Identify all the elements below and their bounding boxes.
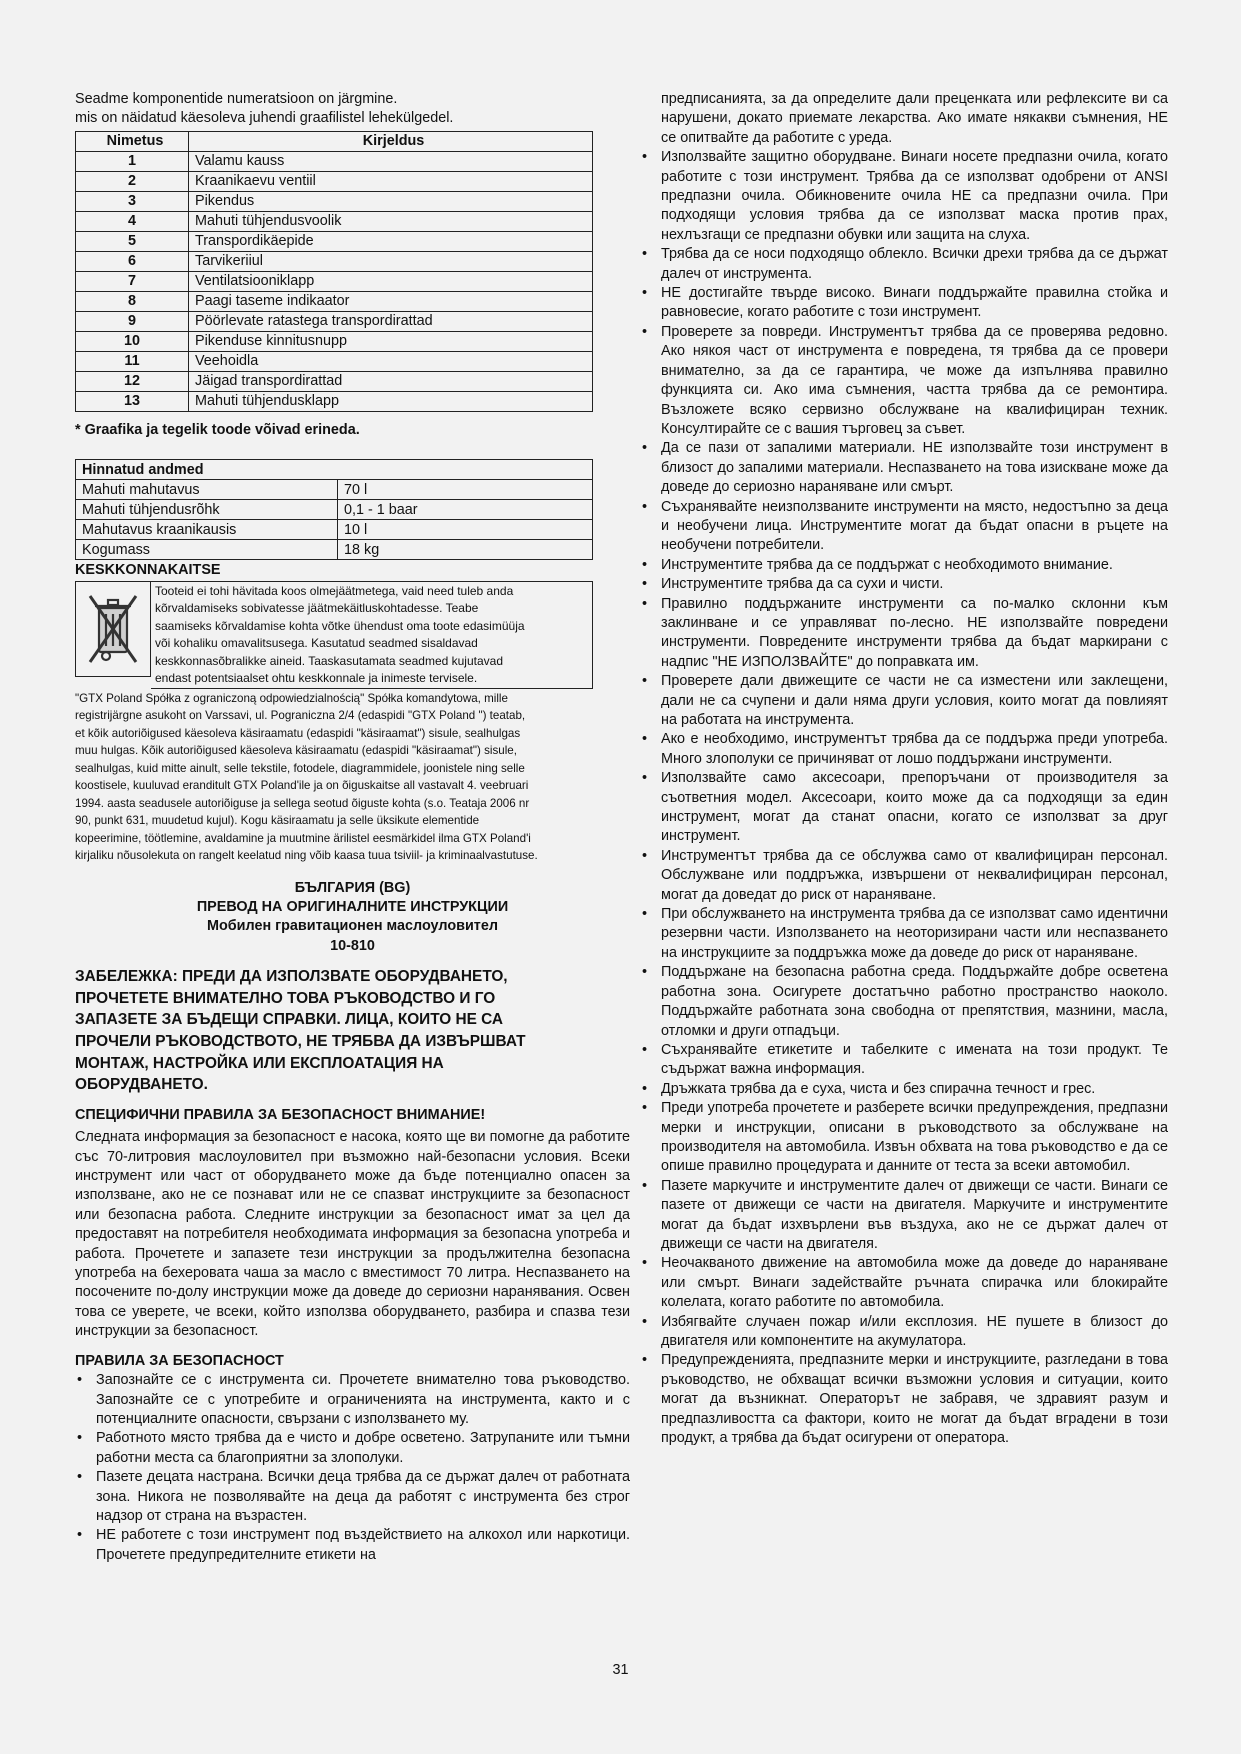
rated-data-label: Mahutavus kraanikausis	[76, 520, 338, 540]
safety-rule-item: • Работното място трябва да е чисто и добре осветено. Затрупаните или тъмни работни места са благоприятни за злополуки.	[75, 1429, 630, 1468]
right-intro: предписанията, за да определите дали преценката или рефлексите ви са нарушени, докато приемате лекарства. Ако имате някакви съмнения, НЕ се опитвайте да работите с уреда.	[661, 91, 1168, 146]
graphics-note: * Graafika ja tegelik toode võivad erineda.	[75, 421, 360, 438]
safety-rules-title: ПРАВИЛА ЗА БЕЗОПАСНОСТ	[75, 1352, 284, 1369]
parts-table-row	[76, 311, 593, 331]
parts-table-row	[76, 391, 593, 411]
safety-rule-item: • Запознайте се с инструмента си. Прочетете внимателно това ръководство. Запознайте се с употребите и ограниченията на инструмента, както и с потенциалните опасности, свързани с използването му.	[75, 1371, 630, 1429]
part-description: Mahuti tühjendusvoolik	[189, 211, 593, 231]
rated-data-value: 18 kg	[338, 540, 593, 560]
environment-box	[75, 581, 593, 689]
part-description: Ventilatsiooniklapp	[189, 271, 593, 291]
parts-table-row	[76, 231, 593, 251]
bg-product-name: Мобилен гравитационен маслоуловител	[206, 918, 499, 935]
specific-rules-text: Следната информация за безопасност е насока, която ще ви помогне да работите със 70-литровия маслоуловител при възможно най-безопасни условия. Всеки инструмент или част от оборудването може да бъде потенциално опасен за използване, ако не се познават или не се спазват инструкциите за безопасност или безопасна работа. Следните инструкции за безопасност имат за цел да предоставят на потребителя необходимата информация за безопасна употреба и работа. Прочетете и запазете тези инструкции за продължителна безопасна употреба на бехеровата чаша за масло с вместимост 70 литра. Неспазването на посочените по-долу инструкции може да доведе до сериозни наранявания. Освен това се уверете, че всеки, който използва оборудването, разбира и спазва тези инструкции за безопасност.	[75, 1129, 630, 1340]
copyright-line: 1994. aasta seadusele autoriõiguse ja sellega seotud õiguste kohta (s.o. Teataja 2006 nr	[75, 796, 530, 810]
bg-translation-title: ПРЕВОД НА ОРИГИНАЛНИТЕ ИНСТРУКЦИИ	[196, 899, 509, 916]
parts-table-row	[76, 331, 593, 351]
notice-line: ПРОЧЕЛИ РЪКОВОДСТВОТО, НЕ ТРЯБВА ДА ИЗВЪРШВАТ	[75, 1033, 526, 1051]
safety-rule-item: • Съхранявайте етикетите и табелките с имената на този продукт. Те съдържат важна информация.	[640, 1041, 1168, 1080]
notice-line: ЗАПАЗЕТЕ ЗА БЪДЕЩИ СПРАВКИ. ЛИЦА, КОИТО НЕ СА	[75, 1011, 504, 1029]
copyright-line: sealhulgas, kuid mitte ainult, selle tekstile, fotodele, diagrammidele, joonistele ning selle	[75, 761, 525, 775]
parts-table-row	[76, 291, 593, 311]
safety-rule-item: • Да се пази от запалими материали. НЕ използвайте този инструмент в близост до запалими материали. Неспазването на това изискване може да доведе до сериозно нараняване или смърт.	[640, 439, 1168, 497]
part-number: 8	[76, 291, 189, 311]
safety-rule-item: • Използвайте защитно оборудване. Винаги носете предпазни очила, когато работите с този инструмент. Трябва да се използват одобрени от ANSI предпазни очила. Обикновените очила НЕ са предпазни очила. При подходящи условия трябва да се използват маска против прах, нехлъзгащи се предпазни обувки или защита на слуха.	[640, 148, 1168, 245]
safety-list-right	[640, 148, 1168, 1448]
parts-table-row	[76, 271, 593, 291]
copyright-line: 90, punkt 631, muudetud kujul). Kogu käsiraamatu ja selle üksikute elementide	[75, 814, 480, 828]
parts-table-row	[76, 251, 593, 271]
notice-line: ОБОРУДВАНЕТО.	[75, 1076, 208, 1094]
safety-rule-item: • Инструментите трябва да се поддържат с необходимото внимание.	[640, 556, 1168, 575]
environment-text	[151, 581, 593, 689]
safety-rule-item: • Пазете децата настрана. Всички деца трябва да се държат далеч от работната зона. Никога не позволявайте на деца да работят с инструмента без строг надзор от страна на възрастен.	[75, 1468, 630, 1526]
part-number: 12	[76, 371, 189, 391]
notice-line: МОНТАЖ, НАСТРОЙКА ИЛИ ЕКСПЛОАТАЦИЯ НА	[75, 1054, 444, 1072]
header-name: Nimetus	[76, 131, 189, 151]
part-number: 13	[76, 391, 189, 411]
part-number: 11	[76, 351, 189, 371]
part-description: Veehoidla	[189, 351, 593, 371]
safety-rule-item: • НЕ работете с този инструмент под въздействието на алкохол или наркотици. Прочетете предупредителните етикети на	[75, 1526, 630, 1565]
safety-rule-item: • Преди употреба прочетете и разберете всички предупреждения, предпазни мерки и инструкции, описани в ръководството за обслужване на производителя на автомобила. Извън обхвата на това ръководство е да се опише правилно процедурата и данните от теста за всеки автомобил.	[640, 1099, 1168, 1177]
parts-table-row	[76, 151, 593, 171]
parts-table-row	[76, 191, 593, 211]
rated-data-value: 70 l	[338, 480, 593, 500]
safety-rule-item: • Съхранявайте неизползваните инструменти на място, недостъпно за деца и необучени лица. Инструментите могат да бъдат опасни в ръцете на необучени потребители.	[640, 498, 1168, 556]
part-description: Mahuti tühjendusklapp	[189, 391, 593, 411]
part-number: 1	[76, 151, 189, 171]
rated-data-title-row	[76, 460, 593, 480]
safety-rule-item: • Дръжката трябва да е суха, чиста и без спирачна течност и грес.	[640, 1080, 1168, 1099]
copyright-line: muu hulgas. Kõik autoriõigused käesoleva käsiraamatu (edaspidi "käsiraamat") sisule,	[75, 744, 517, 758]
safety-rule-item: • Неочакваното движение на автомобила може да доведе до нараняване или смърт. Винаги задействайте ръчната спирачка или блокирайте колелата, когато работите по автомобила.	[640, 1254, 1168, 1312]
page-number: 31	[612, 1662, 629, 1678]
bg-header	[75, 879, 630, 957]
environment-line: endast potentsiaalset ohtu keskkonnale ja inimeste tervisele.	[155, 671, 478, 686]
rated-data-table	[75, 459, 593, 560]
safety-rule-item: • Проверете дали движещите се части не са изместени или заклещени, дали не са счупени и дали няма други условия, които могат да повлияят на работата на инструмента.	[640, 672, 1168, 730]
rated-data-title: Hinnatud andmed	[76, 460, 593, 480]
part-description: Jäigad transpordirattad	[189, 371, 593, 391]
environment-line: saamiseks kõrvaldamise kohta võtke ühendust oma toote edasimüüja	[155, 618, 525, 633]
right-column	[640, 90, 1168, 1448]
safety-rule-item: • При обслужването на инструмента трябва да се използват само идентични резервни части. Използването на неоторизирани части или неспазването на инструкциите за поддръжка може да доведе до риск от нараняване.	[640, 905, 1168, 963]
part-description: Pikenduse kinnitusnupp	[189, 331, 593, 351]
copyright-line: kirjaliku nõusolekuta on rangelt keelatud ning võib kaasa tuua tsiviil- ja kriminaalvastutuse.	[75, 849, 538, 863]
environment-line: või kohaliku omavalitsusega. Kasutatud seadmed sisaldavad	[155, 636, 478, 651]
safety-rule-item: • Поддържане на безопасна работна среда. Поддържайте добре осветена работна зона. Осигурете достатъчно работно пространство наоколо. Поддържайте работната зона свободна от препятствия, мазнини, масла, отломки и други отпадъци.	[640, 963, 1168, 1041]
safety-rule-item: • Проверете за повреди. Инструментът трябва да се проверява редовно. Ако някоя част от инструмента е повредена, тя трябва да се провери внимателно, за да се гарантира, че може да изпълнява правилно функцията си. Ако има съмнения, частта трябва да се ремонтира. Възложете всяко сервизно обслужване на квалифициран техник. Консултирайте се с вашия търговец за съвет.	[640, 323, 1168, 439]
header-description: Kirjeldus	[189, 131, 593, 151]
rated-data-row	[76, 500, 593, 520]
parts-table	[75, 131, 593, 412]
part-number: 4	[76, 211, 189, 231]
safety-rule-item: • Инструментите трябва да са сухи и чисти.	[640, 575, 1168, 594]
environment-line: keskkonnasõbralikke aineid. Taaskasutamata seadmed kujutavad	[155, 653, 503, 668]
copyright-line: kopeerimine, töötlemine, avaldamine ja muutmine ärilistel eesmärkidel ilma GTX Poland'i	[75, 831, 531, 845]
safety-rule-item: • Ако е необходимо, инструментът трябва да се поддържа преди употреба. Много злополуки се причиняват от лошо поддържани инструменти.	[640, 730, 1168, 769]
rated-data-row	[76, 480, 593, 500]
notice-line: ПРОЧЕТЕТЕ ВНИМАТЕЛНО ТОВА РЪКОВОДСТВО И ГО	[75, 989, 496, 1007]
copyright-line: registrijärgne asukoht on Varssavi, ul. Pograniczna 2/4 (edaspidi "GTX Poland ") teatab,	[75, 709, 526, 723]
intro-line-1: Seadme komponentide numeratsioon on järgmine.	[75, 91, 398, 107]
part-description: Transpordikäepide	[189, 231, 593, 251]
parts-table-row	[76, 171, 593, 191]
safety-rule-item: • Пазете маркучите и инструментите далеч от движещи се части. Винаги се пазете от движещи се части на двигателя. Маркучите и инструментите могат да бъдат изхвърлени във въздуха, ако не се държат далеч от движещи се части на двигателя.	[640, 1177, 1168, 1255]
environment-title: KESKKONNAKAITSE	[75, 562, 221, 579]
part-description: Paagi taseme indikaator	[189, 291, 593, 311]
safety-rule-item: • Предупрежденията, предпазните мерки и инструкциите, разгледани в това ръководство, не обхващат всички възможни условия и ситуации, които могат да възникнат. Операторът не забравя, че здравият разум и предпазливостта са фактори, които не могат да бъдат вградени в този продукт, а трябва да бъдат осигурени от оператора.	[640, 1351, 1168, 1448]
notice-line: ЗАБЕЛЕЖКА: ПРЕДИ ДА ИЗПОЛЗВАТЕ ОБОРУДВАНЕТО,	[75, 968, 508, 986]
rated-data-row	[76, 520, 593, 540]
safety-rule-item: • НЕ достигайте твърде високо. Винаги поддържайте правилна стойка и равновесие, когато работите с този инструмент.	[640, 284, 1168, 323]
copyright-line: et kõik autoriõigused käesoleva käsiraamatu (edaspidi "käsiraamat") sisule, sealhulgas	[75, 726, 521, 740]
part-number: 10	[76, 331, 189, 351]
part-description: Kraanikaevu ventiil	[189, 171, 593, 191]
safety-rule-item: • Правилно поддържаните инструменти са по-малко склонни към заклинване и се управляват по-лесно. НЕ използвайте повредени инструменти. Повредените инструменти трябва да бъдат маркирани с надпис "НЕ ИЗПОЛЗВАЙТЕ" до поправката им.	[640, 595, 1168, 673]
part-number: 9	[76, 311, 189, 331]
safety-rule-item: • Инструментът трябва да се обслужва само от квалифициран персонал. Обслужване или поддръжка, извършени от неквалифициран персонал, могат да доведат до риск от нараняване.	[640, 847, 1168, 905]
specific-rules-title: СПЕЦИФИЧНИ ПРАВИЛА ЗА БЕЗОПАСНОСТ ВНИМАНИЕ!	[75, 1106, 486, 1123]
environment-line: Tooteid ei tohi hävitada koos olmejäätmetega, vaid need tuleb anda	[155, 583, 514, 598]
part-number: 2	[76, 171, 189, 191]
parts-table-row	[76, 211, 593, 231]
parts-table-header	[76, 131, 593, 151]
rated-data-value: 10 l	[338, 520, 593, 540]
bg-model-number: 10-810	[330, 937, 375, 954]
rated-data-label: Mahuti mahutavus	[76, 480, 338, 500]
part-number: 5	[76, 231, 189, 251]
parts-table-row	[76, 371, 593, 391]
part-description: Tarvikeriiul	[189, 251, 593, 271]
intro-line-2: mis on näidatud käesoleva juhendi graafilistel lehekülgedel.	[75, 110, 454, 127]
rated-data-row	[76, 540, 593, 560]
part-number: 6	[76, 251, 189, 271]
safety-list-left	[75, 1371, 630, 1565]
part-number: 3	[76, 191, 189, 211]
parts-table-row	[76, 351, 593, 371]
part-description: Pikendus	[189, 191, 593, 211]
safety-rule-item: • Трябва да се носи подходящо облекло. Всички дрехи трябва да се държат далеч от инструмента.	[640, 245, 1168, 284]
copyright-notice	[75, 690, 630, 865]
part-description: Pöörlevate ratastega transpordirattad	[189, 311, 593, 331]
left-column	[75, 90, 630, 1565]
safety-rule-item: • Избягвайте случаен пожар и/или експлозия. НЕ пушете в близост до двигателя или компонентите на акумулатора.	[640, 1313, 1168, 1352]
weee-crossed-bin-icon	[75, 581, 151, 677]
copyright-line: koostisele, kuuluvad eranditult GTX Poland'ile ja on õiguskaitse all vastavalt 4. veebruari	[75, 779, 529, 793]
rated-data-value: 0,1 - 1 baar	[338, 500, 593, 520]
rated-data-label: Mahuti tühjendusrõhk	[76, 500, 338, 520]
notice-block	[75, 966, 630, 1096]
rated-data-label: Kogumass	[76, 540, 338, 560]
copyright-line: "GTX Poland Spółka z ograniczoną odpowiedzialnością" Spółka komandytowa, mille	[75, 691, 508, 705]
safety-rule-item: • Използвайте само аксесоари, препоръчани от производителя за съответния модел. Аксесоари, които може да са подходящи за един инструмент, могат да станат опасни, когато се използват за друг инструмент.	[640, 769, 1168, 847]
bg-country: БЪЛГАРИЯ (BG)	[294, 879, 411, 896]
part-description: Valamu kauss	[189, 151, 593, 171]
environment-line: kõrvaldamiseks sobivatesse jäätmekäitluskohtadesse. Teabe	[155, 601, 479, 616]
part-number: 7	[76, 271, 189, 291]
